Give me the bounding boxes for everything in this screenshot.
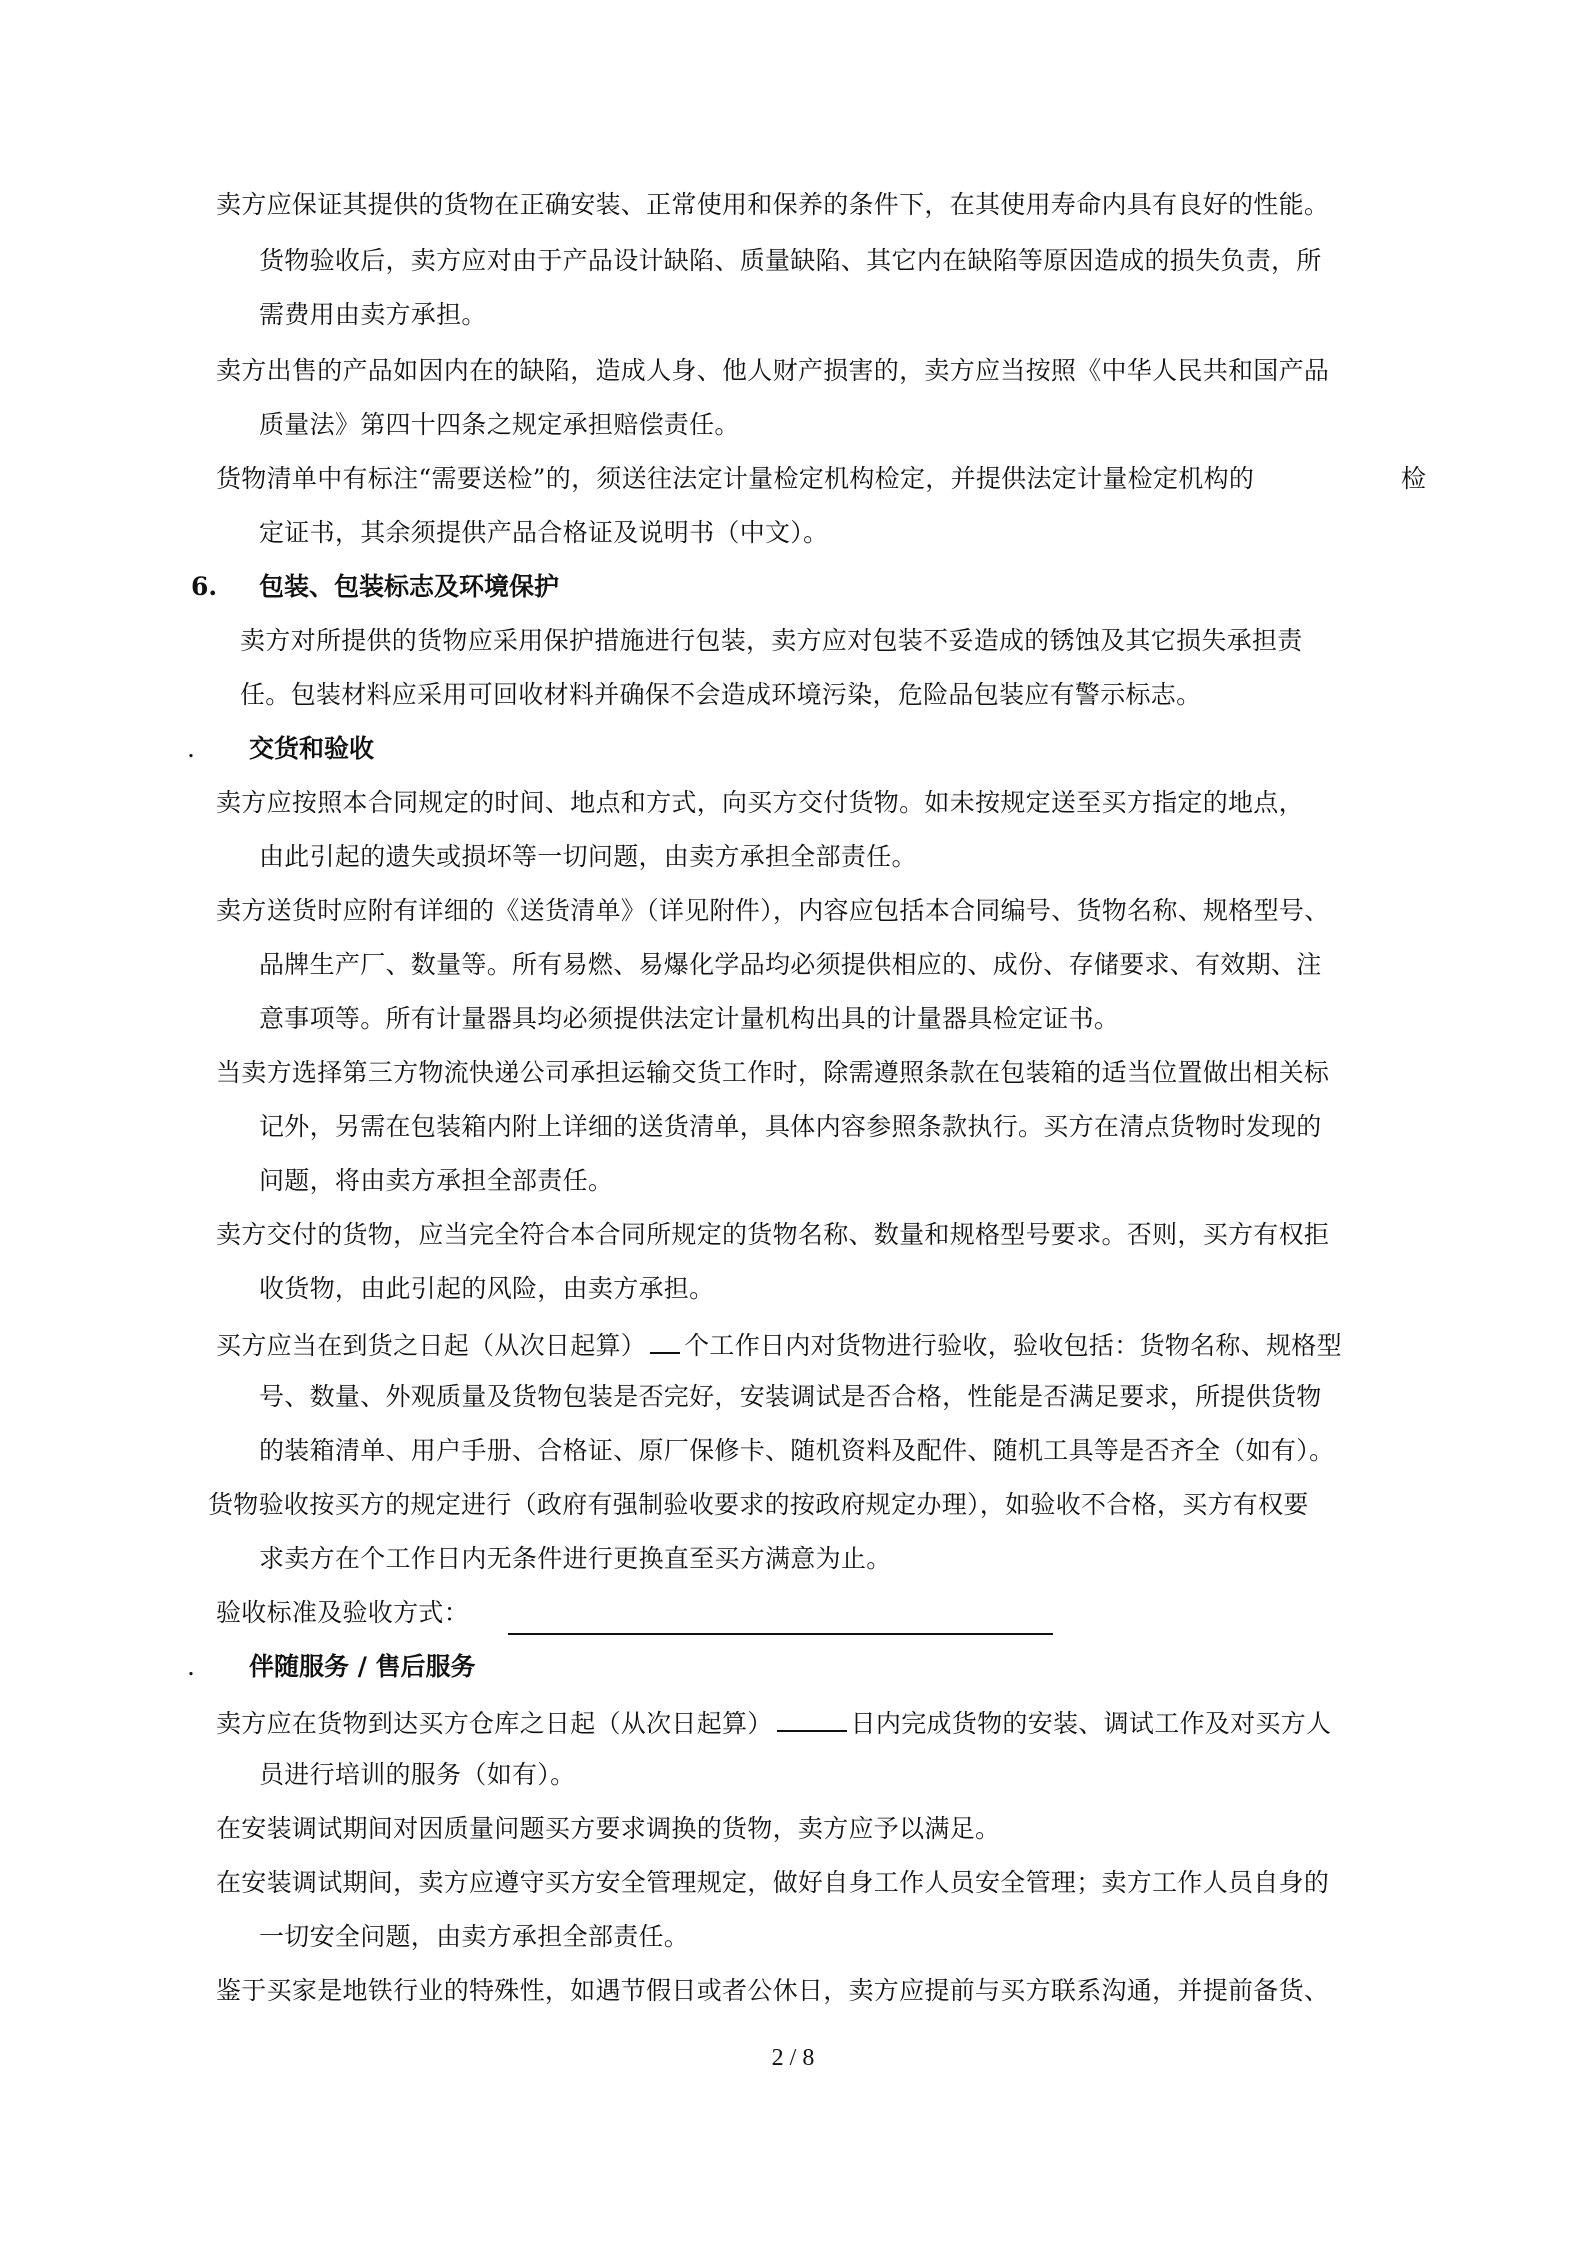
paragraph-line-with-blank [216,1326,1342,1363]
page-number: 2 / 8 [771,2045,815,2071]
paragraph-line: 在安装调试期间，卖方应遵守买方安全管理规定，做好自身工作人员安全管理；卖方工作人员自身的 [216,1868,1330,1897]
paragraph-line-with-blank [216,1704,1331,1741]
text-segment: 日内完成货物的安装、调试工作及对买方人 [850,1709,1332,1738]
section-heading: 伴随服务 / 售后服务 [249,1652,476,1681]
section-number: . [187,734,195,763]
paragraph-line: 在安装调试期间对因质量问题买方要求调换的货物，卖方应予以满足。 [216,1814,1001,1843]
text-segment: 卖方应在货物到达买方仓库之日起（从次日起算） [216,1709,773,1738]
paragraph-line: 员进行培训的服务（如有）。 [259,1760,576,1789]
paragraph-line: 卖方送货时应附有详细的《送货清单》（详见附件），内容应包括本合同编号、货物名称、规格型号、 [216,896,1330,925]
section-number: . [187,1652,195,1681]
paragraph-line: 问题，将由卖方承担全部责任。 [259,1166,614,1195]
paragraph-line: 意事项等。所有计量器具均必须提供法定计量机构出具的计量器具检定证书。 [259,1004,1120,1033]
paragraph-line: 求卖方在个工作日内无条件进行更换直至买方满意为止。 [259,1544,892,1573]
paragraph-line-tail: 检 [1401,464,1427,493]
paragraph-line: 收货物，由此引起的风险，由卖方承担。 [259,1274,715,1303]
paragraph-line: 定证书，其余须提供产品合格证及说明书（中文）。 [259,518,829,547]
paragraph-line: 鉴于买家是地铁行业的特殊性，如遇节假日或者公休日，卖方应提前与买方联系沟通，并提前备货、 [216,1976,1330,2005]
paragraph-line: 卖方出售的产品如因内在的缺陷，造成人身、他人财产损害的，卖方应当按照《中华人民共和国产品 [216,356,1330,385]
paragraph-line: 卖方应保证其提供的货物在正确安装、正常使用和保养的条件下，在其使用寿命内具有良好的性能。 [216,190,1330,219]
paragraph-line: 卖方应按照本合同规定的时间、地点和方式，向买方交付货物。如未按规定送至买方指定的地点， [216,788,1304,817]
text-segment: 个工作日内对货物进行验收，验收包括：货物名称、规格型 [684,1331,1342,1360]
fill-in-line [508,1633,1053,1635]
paragraph-line: 一切安全问题，由卖方承担全部责任。 [259,1922,690,1951]
fill-in-blank [777,1704,847,1732]
paragraph-line: 号、数量、外观质量及货物包装是否完好，安装调试是否合格，性能是否满足要求，所提供货物 [259,1382,1322,1411]
paragraph-line: 卖方对所提供的货物应采用保护措施进行包装，卖方应对包装不妥造成的锈蚀及其它损失承担责 [240,626,1303,655]
paragraph-line: 卖方交付的货物，应当完全符合本合同所规定的货物名称、数量和规格型号要求。否则，买方有权拒 [216,1220,1330,1249]
paragraph-line: 验收标准及验收方式： [216,1598,470,1627]
section-heading: 包装、包装标志及环境保护 [259,572,560,601]
paragraph-line: 任。包装材料应采用可回收材料并确保不会造成环境污染，危险品包装应有警示标志。 [240,680,1202,709]
text-segment: 买方应当在到货之日起（从次日起算） [216,1331,647,1360]
paragraph-line: 需费用由卖方承担。 [259,300,487,329]
section-heading: 交货和验收 [249,734,375,763]
paragraph-line: 货物验收按买方的规定进行（政府有强制验收要求的按政府规定办理），如验收不合格，买方有权要 [208,1490,1309,1519]
section-number: 6. [191,572,218,601]
paragraph-line: 的装箱清单、用户手册、合格证、原厂保修卡、随机资料及配件、随机工具等是否齐全（如有）。 [259,1436,1335,1465]
paragraph-line: 记外，另需在包装箱内附上详细的送货清单，具体内容参照条款执行。买方在清点货物时发现的 [259,1112,1322,1141]
paragraph-line: 当卖方选择第三方物流快递公司承担运输交货工作时，除需遵照条款在包装箱的适当位置做出相关标 [216,1058,1330,1087]
paragraph-line: 货物清单中有标注“需要送检”的，须送往法定计量检定机构检定，并提供法定计量检定机构的 [216,464,1255,493]
fill-in-blank [650,1326,680,1354]
paragraph-line: 由此引起的遗失或损坏等一切问题，由卖方承担全部责任。 [259,842,917,871]
paragraph-line: 品牌生产厂、数量等。所有易燃、易爆化学品均必须提供相应的、成份、存储要求、有效期、注 [259,950,1322,979]
paragraph-line: 货物验收后，卖方应对由于产品设计缺陷、质量缺陷、其它内在缺陷等原因造成的损失负责，所 [259,246,1322,275]
paragraph-line: 质量法》第四十四条之规定承担赔偿责任。 [259,410,740,439]
